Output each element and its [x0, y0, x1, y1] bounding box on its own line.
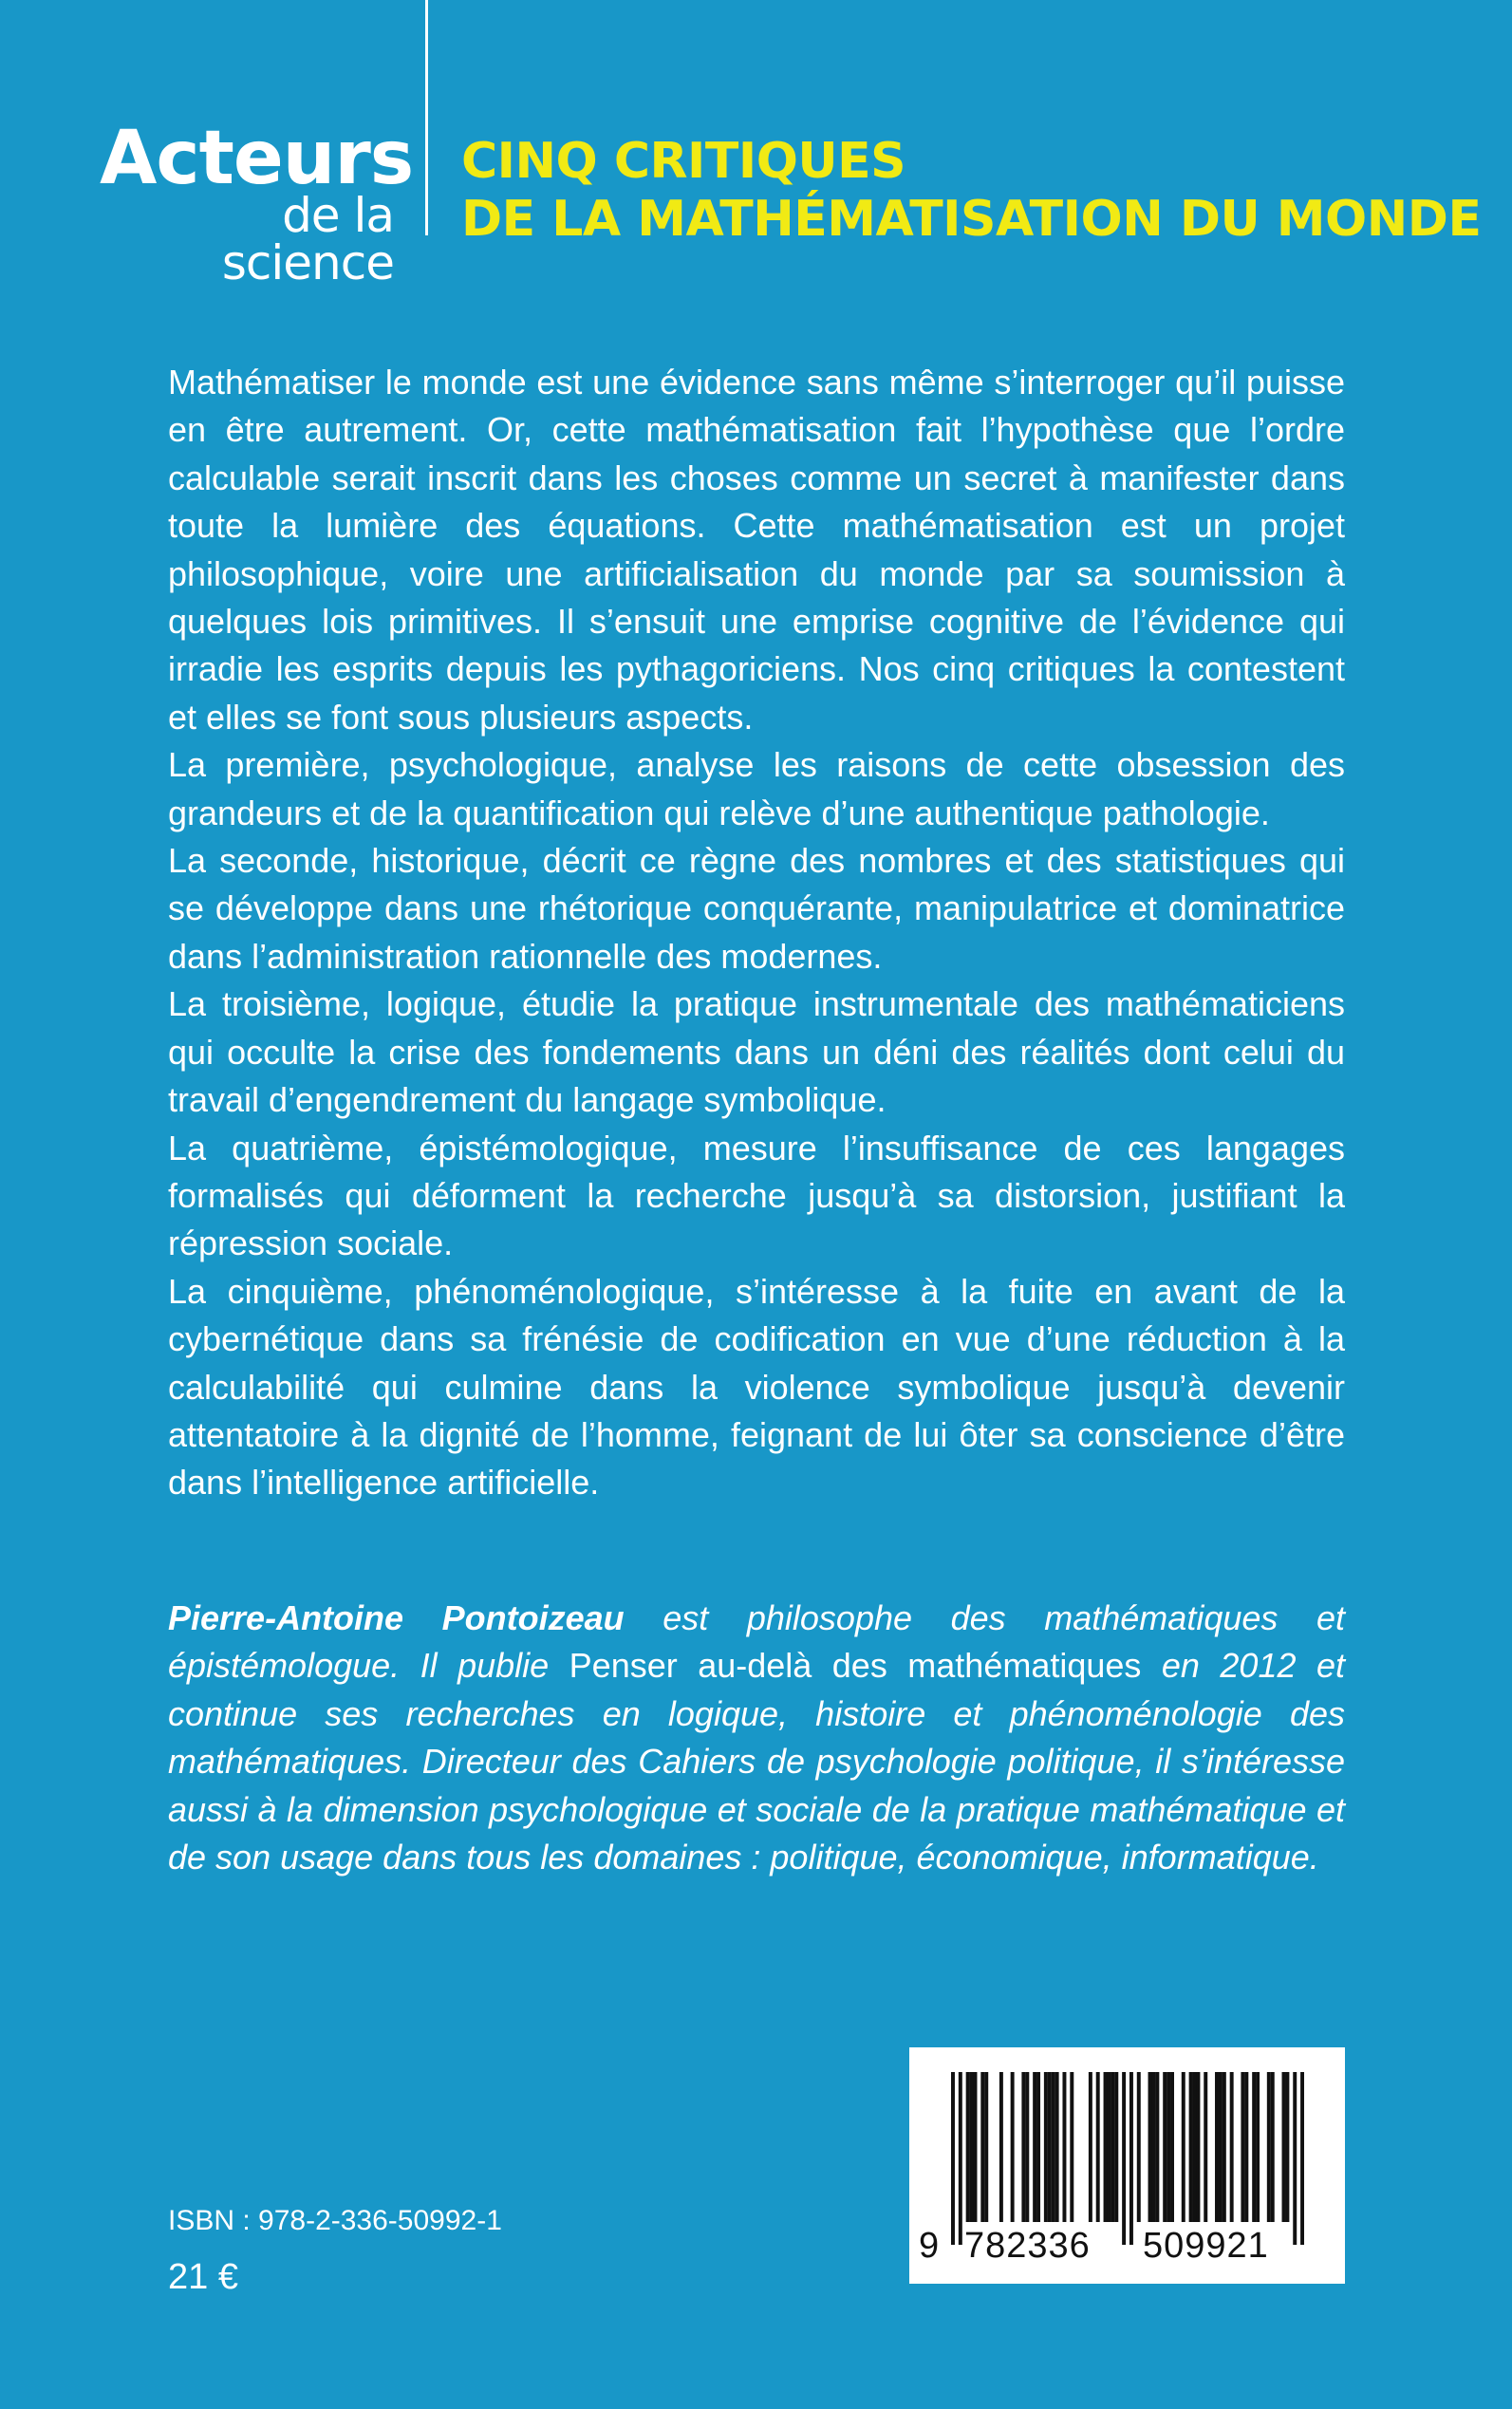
barcode-bar	[1204, 2072, 1207, 2222]
barcode-right-digits: 509921	[1143, 2226, 1269, 2266]
barcode-bar	[1148, 2072, 1152, 2222]
barcode-bar	[1011, 2072, 1015, 2222]
barcode-bar	[1244, 2072, 1248, 2222]
barcode-bar	[1111, 2072, 1114, 2222]
barcode-bar	[1107, 2072, 1111, 2222]
barcode-bar	[959, 2072, 962, 2245]
barcode-left-digits: 782336	[964, 2226, 1091, 2266]
barcode-bar	[1170, 2072, 1174, 2222]
barcode-bar	[1155, 2072, 1159, 2222]
barcode-bar	[1104, 2072, 1108, 2222]
isbn: ISBN : 978-2-336-50992-1	[168, 2205, 502, 2236]
barcode-bar	[1033, 2072, 1036, 2222]
blurb-critique-2: La seconde, historique, décrit ce règne des nombres et des statistiques qui se développe dans une rhétorique conquérante, manipulatrice et dominatrice dans l’administration rationnelle des modernes.	[168, 841, 1345, 976]
barcode-lead-digit: 9	[919, 2226, 940, 2266]
barcode-bar	[1256, 2072, 1260, 2222]
barcode-bar	[1271, 2072, 1275, 2222]
barcode-bar	[1137, 2072, 1141, 2222]
barcode-bar	[1055, 2072, 1059, 2222]
barcode-bar	[1048, 2072, 1052, 2222]
barcode-digits	[909, 2225, 1345, 2267]
price: 21 €	[168, 2257, 238, 2297]
barcode-bar	[1089, 2072, 1092, 2222]
author-name: Pierre-Antoine Pontoizeau	[168, 1598, 625, 1637]
barcode-bar	[1196, 2072, 1200, 2222]
barcode-bar	[1163, 2072, 1167, 2222]
barcode-bar	[1021, 2072, 1025, 2222]
blurb-critique-4: La quatrième, épistémologique, mesure l’insuffisance de ces langages formalisés qui déforment la recherche jusqu’à sa distorsion, justifiant la répression sociale.	[168, 1128, 1345, 1263]
barcode-bar	[970, 2072, 974, 2222]
barcode-bar	[999, 2072, 1003, 2222]
barcode-bar	[1167, 2072, 1170, 2222]
book-title-line-1: CINQ CRITIQUES	[461, 133, 906, 190]
series-subtitle: de la science	[221, 188, 394, 290]
barcode-bar	[984, 2072, 988, 2222]
barcode-bar	[1230, 2072, 1234, 2222]
author-book-title: Penser au-delà des mathématiques	[569, 1646, 1142, 1686]
barcode-bar	[1189, 2072, 1193, 2222]
barcode-bar	[1282, 2072, 1286, 2222]
blurb-critique-1: La première, psychologique, analyse les raisons de cette obsession des grandeurs et de la quantification qui relève d’une authentique pathologie.	[168, 745, 1345, 832]
barcode-bar	[1096, 2072, 1100, 2222]
barcode-bar	[1285, 2072, 1289, 2222]
barcode-bar	[1044, 2072, 1048, 2222]
blurb-intro: Mathématiser le monde est une évidence sans même s’interroger qu’il puisse en être autrement. Or, cette mathématisation fait l’hypothèse que l’ordre calculable serait inscrit dans les choses comme un secret à manifester dans toute la lumière des équations. Cette mathématisation est un projet philosophique, voire une artificialisation du monde par sa soumission à quelques lois primitives. Il s’ensuit une emprise cognitive de l’évidence qui irradie les esprits depuis les pythagoriciens. Nos cinq critiques la contestent et elles se font sous plusieurs aspects.	[168, 363, 1345, 737]
barcode-bar	[1241, 2072, 1244, 2222]
author-bio-text-1: est philosophe des mathématiques et épistémologue. Il publie	[168, 1598, 1345, 1686]
barcode-bar	[1193, 2072, 1197, 2222]
barcode-bar	[1215, 2072, 1219, 2222]
series-name: Acteurs	[100, 116, 414, 201]
barcode-bar	[1036, 2072, 1040, 2222]
header-divider	[425, 0, 428, 235]
barcode-bar	[1300, 2072, 1304, 2245]
barcode-bar	[1070, 2072, 1073, 2222]
blurb	[168, 359, 1345, 1507]
barcode-bar	[1122, 2072, 1126, 2245]
barcode-bar	[1052, 2072, 1055, 2222]
barcode-bar	[1182, 2072, 1185, 2222]
barcode-bar	[1267, 2072, 1271, 2222]
barcode-bar	[1252, 2072, 1256, 2222]
barcode-bar	[1293, 2072, 1297, 2245]
barcode-bar	[980, 2072, 984, 2222]
series-logo	[100, 116, 414, 290]
barcode-bar	[1114, 2072, 1118, 2222]
barcode-bars	[951, 2072, 1304, 2245]
book-title	[461, 133, 1481, 249]
author-bio	[168, 1595, 1345, 1881]
barcode-bar	[973, 2072, 977, 2222]
blurb-critique-3: La troisième, logique, étudie la pratique instrumentale des mathématiciens qui occulte la crise des fondements dans un déni des réalités dont celui du travail d’engendrement du langage symbolique.	[168, 984, 1345, 1120]
barcode-bar	[966, 2072, 970, 2222]
author-bio-text-2: en 2012 et continue ses recherches en logique, histoire et phénoménologie des mathématiques. Directeur des Cahiers de psychologie politique, il s’intéresse aussi à la dimension psychologique et sociale de la pratique mathématique et de son usage dans tous les domaines : politique, économique, informatique.	[168, 1646, 1345, 1877]
barcode-bar	[1129, 2072, 1133, 2245]
book-title-line-2: DE LA MATHÉMATISATION DU MONDE	[461, 191, 1482, 248]
blurb-critique-5: La cinquième, phénoménologique, s’intéresse à la fuite en avant de la cybernétique dans sa frénésie de codification en vue d’une réduction à la calculabilité qui culmine dans la violence symbolique jusqu’à devenir attentatoire à la dignité de l’homme, feignant de lui ôter sa conscience d’être dans l’intelligence artificielle.	[168, 1271, 1345, 1503]
barcode-bar	[1025, 2072, 1029, 2222]
barcode-bar	[1062, 2072, 1066, 2222]
barcode	[909, 2047, 1345, 2284]
barcode-bar	[1151, 2072, 1155, 2222]
barcode-bar	[1219, 2072, 1223, 2222]
barcode-bar	[951, 2072, 955, 2245]
barcode-bar	[1223, 2072, 1226, 2222]
